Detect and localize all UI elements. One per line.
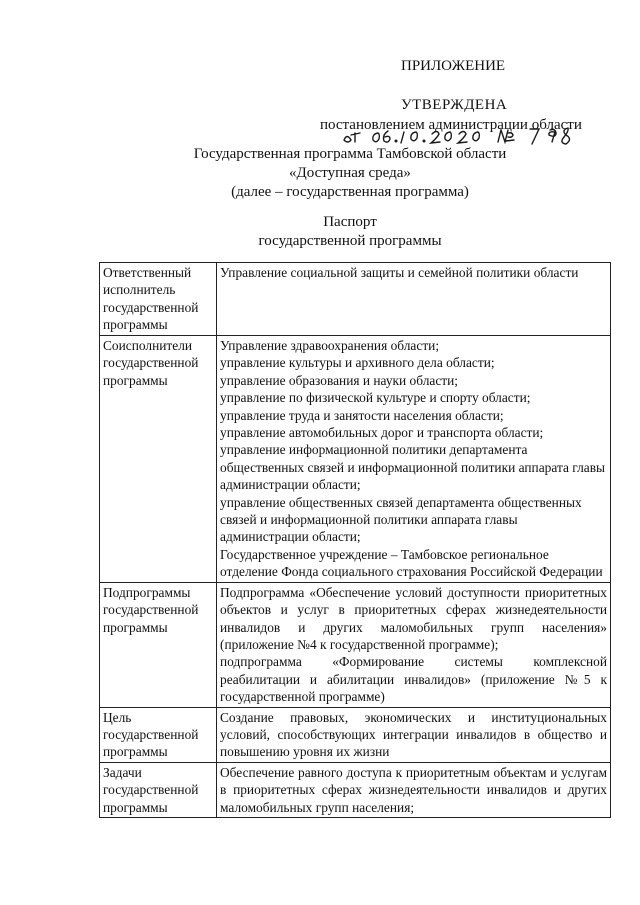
value-line: Государственное учреждение – Тамбовское региональное отделение Фонда социального страхования Российской Федерации bbox=[220, 546, 603, 580]
value-line: управление автомобильных дорог и транспорта области; bbox=[220, 425, 544, 441]
program-title-line2: «Доступная среда» bbox=[289, 165, 411, 181]
table-row bbox=[100, 707, 611, 762]
value-line: управление труда и занятости населения области; bbox=[220, 407, 504, 423]
passport-table bbox=[99, 262, 611, 818]
value-line: управление информационной политики департамента общественных связей и информационной политики аппарата главы администрации области; bbox=[220, 442, 606, 493]
value-line: управление по физической культуре и спорту области; bbox=[220, 390, 531, 406]
appendix-label: ПРИЛОЖЕНИЕ bbox=[401, 58, 506, 74]
row-label: Ответственный исполнитель государственной программы bbox=[100, 263, 217, 336]
value-line: Создание правовых, экономических и институциональных условий, способствующих интеграции инвалидов в общество и повышению уровня их жизни bbox=[220, 709, 607, 760]
program-title-line1: Государственная программа Тамбовской области bbox=[193, 146, 507, 162]
value-line: управление общественных связей департамента общественных связей и информационной политики аппарата главы администрации области; bbox=[220, 494, 582, 545]
value-line: Управление здравоохранения области; bbox=[220, 338, 440, 353]
resolution-text: постановлением администрации области bbox=[320, 117, 582, 133]
table-row bbox=[100, 336, 611, 583]
table-row bbox=[100, 263, 611, 336]
passport-title: Паспорт bbox=[323, 214, 377, 230]
row-value bbox=[217, 263, 611, 336]
row-label: Подпрограммы государственной программы bbox=[100, 582, 217, 707]
value-line: управление культуры и архивного дела области; bbox=[220, 355, 495, 371]
value-line: Управление социальной защиты и семейной политики области bbox=[220, 265, 579, 280]
value-line: управление образования и науки области; bbox=[220, 372, 459, 388]
handwritten-date-number bbox=[340, 124, 585, 146]
row-value bbox=[217, 582, 611, 707]
row-value bbox=[217, 762, 611, 817]
value-line: Обеспечение равного доступа к приоритетным объектам и услугам в приоритетных сферах жизнедеятельности инвалидов и других маломобильных групп населения; bbox=[220, 764, 607, 815]
approved-label: УТВЕРЖДЕНА bbox=[401, 97, 508, 113]
row-label: Цель государственной программы bbox=[100, 707, 217, 762]
value-line: Подпрограмма «Обеспечение условий доступности приоритетных объектов и услуг в приоритетных сферах жизнедеятельности инвалидов и других маломобильных групп населения» (приложение №4 к государственной программе); bbox=[220, 584, 607, 652]
table-row bbox=[100, 582, 611, 707]
table-row bbox=[100, 762, 611, 817]
row-label: Задачи государственной программы bbox=[100, 762, 217, 817]
passport-subtitle: государственной программы bbox=[258, 233, 442, 249]
row-label: Соисполнители государственной программы bbox=[100, 336, 217, 583]
value-line: подпрограмма «Формирование системы комплексной реабилитации и абилитации инвалидов» (приложение №5 к государственной программе) bbox=[220, 654, 607, 705]
row-value bbox=[217, 336, 611, 583]
program-title-line3: (далее – государственная программа) bbox=[231, 184, 469, 200]
row-value bbox=[217, 707, 611, 762]
